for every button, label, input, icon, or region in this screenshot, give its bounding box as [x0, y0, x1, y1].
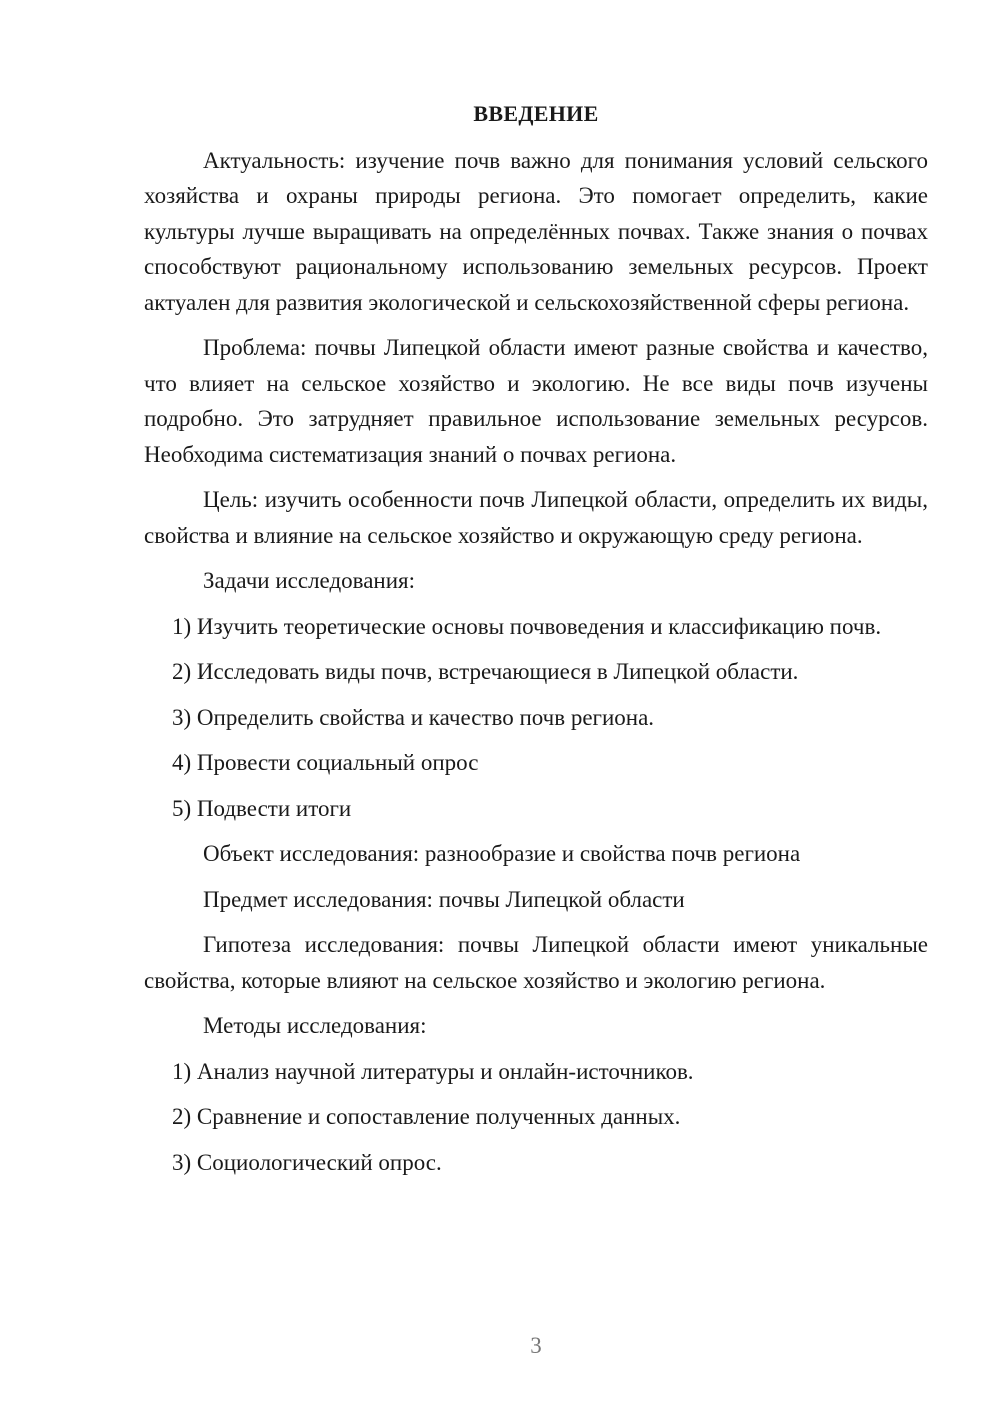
paragraph-subject: Предмет исследования: почвы Липецкой области: [203, 886, 685, 912]
method-item-1: 1) Анализ научной литературы и онлайн-источников.: [172, 1058, 694, 1084]
paragraph-relevance: Актуальность: изучение почв важно для понимания условий сельского хозяйства и охраны природы региона. Это помогает определить, какие культуры лучше выращивать на определённых почвах. Также знания о почвах способствуют рациональному использованию земельных ресурсов. Проект актуален для развития экологической и сельскохозяйственной сферы региона.: [144, 147, 928, 315]
paragraph-hypothesis: Гипотеза исследования: почвы Липецкой области имеют уникальные свойства, которые влияют на сельское хозяйство и экологию региона.: [144, 932, 928, 993]
paragraph-object: Объект исследования: разнообразие и свойства почв региона: [203, 841, 801, 866]
methods-title: Методы исследования:: [203, 1013, 427, 1038]
task-item-3: 3) Определить свойства и качество почв региона.: [172, 704, 655, 730]
tasks-title: Задачи исследования:: [203, 568, 416, 593]
task-item-2: 2) Исследовать виды почв, встречающиеся в Липецкой области.: [172, 659, 799, 684]
task-item-4: 4) Провести социальный опрос: [172, 750, 479, 775]
task-item-5: 5) Подвести итоги: [172, 795, 352, 821]
paragraph-goal: Цель: изучить особенности почв Липецкой области, определить их виды, свойства и влияние на сельское хозяйство и окружающую среду региона.: [144, 487, 928, 548]
page-number: 3: [530, 1333, 542, 1358]
paragraph-problem: Проблема: почвы Липецкой области имеют разные свойства и качество, что влияет на сельское хозяйство и экологию. Не все виды почв изучены подробно. Это затрудняет правильное использование земельных ресурсов. Необходима систематизация знаний о почвах региона.: [144, 335, 928, 467]
method-item-3: 3) Социологический опрос.: [172, 1149, 442, 1175]
task-item-1: 1) Изучить теоретические основы почвоведения и классификацию почв.: [172, 613, 882, 639]
section-heading: ВВЕДЕНИЕ: [473, 101, 599, 126]
page-content: [144, 96, 928, 1190]
method-item-2: 2) Сравнение и сопоставление полученных данных.: [172, 1104, 681, 1129]
